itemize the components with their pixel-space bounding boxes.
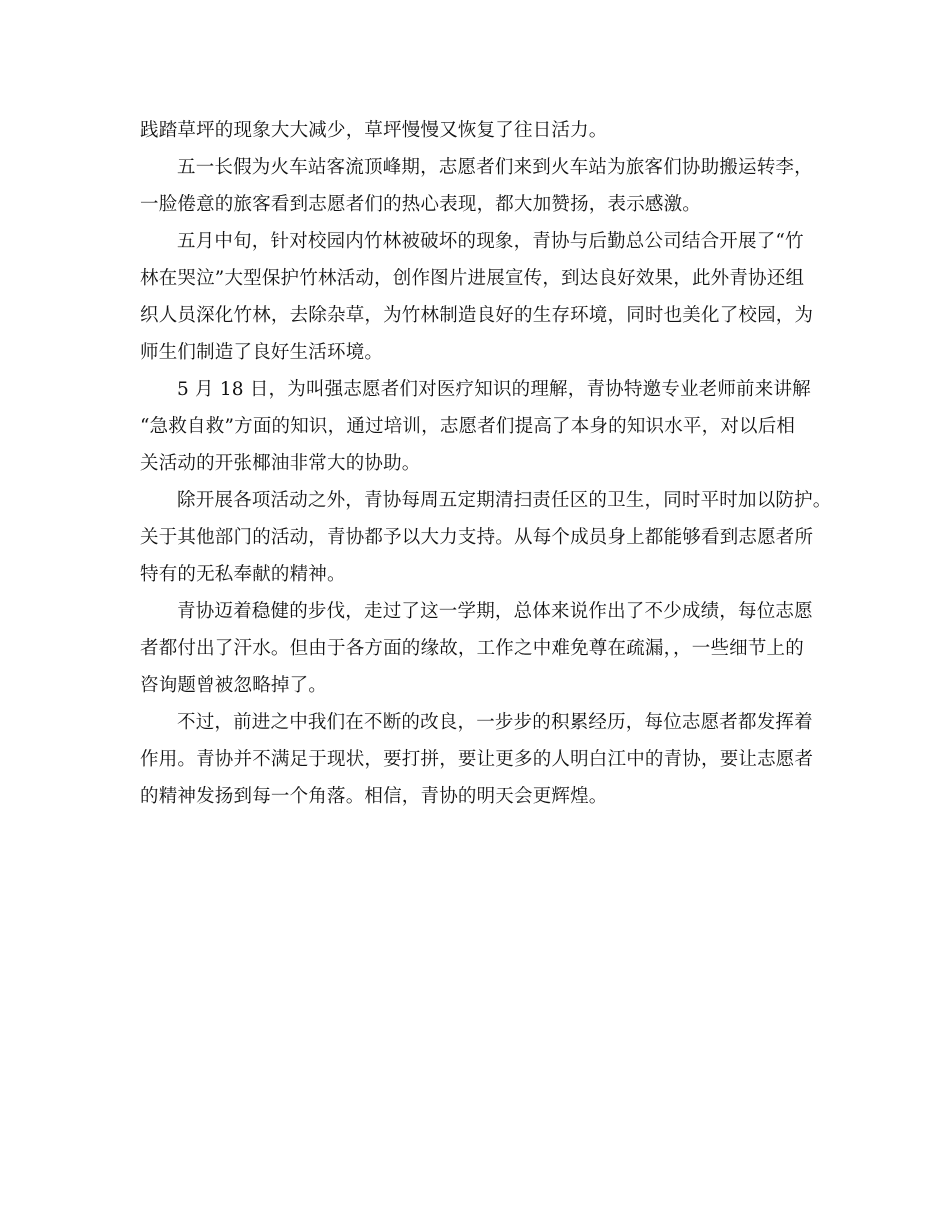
text-line: 5 月 18 日，为叫强志愿者们对医疗知识的理解，青协特邀专业老师前来讲解 [177, 379, 811, 400]
paragraph [140, 593, 820, 704]
text-line: 咨询题曾被忽略掉了。 [140, 675, 328, 696]
text-line: 五月中旬，针对校园内竹林被破坏的现象，青协与后勤总公司结合开展了“竹 [177, 231, 804, 252]
text-line: 作用。青协并不满足于现状，要打拼，要让更多的人明白江中的青协，要让志愿者 [140, 749, 814, 770]
paragraph [140, 704, 820, 815]
text-line: 特有的无私奉献的精神。 [140, 564, 346, 585]
text-line: 一脸倦意的旅客看到志愿者们的热心表现，都大加赞扬，表示感激。 [140, 194, 702, 215]
paragraph [140, 371, 820, 482]
text-line: 的精神发扬到每一个角落。相信，青协的明天会更辉煌。 [140, 786, 608, 807]
text-line: 不过，前进之中我们在不断的改良，一步步的积累经历，每位志愿者都发挥着 [177, 712, 813, 733]
text-line: “急救自救”方面的知识，通过培训，志愿者们提高了本身的知识水平，对以后相 [140, 416, 796, 437]
text-line: 关于其他部门的活动，青协都予以大力支持。从每个成员身上都能够看到志愿者所 [140, 527, 814, 548]
text-line: 林在哭泣”大型保护竹林活动，创作图片进展宣传，到达良好效果，此外青协还组 [140, 268, 805, 289]
document-body [140, 112, 832, 815]
paragraph [140, 482, 832, 593]
text-line: 践踏草坪的现象大大减少，草坪慢慢又恢复了往日活力。 [140, 120, 608, 141]
text-line: 织人员深化竹林，去除杂草，为竹林制造良好的生存环境，同时也美化了校园，为 [140, 305, 814, 326]
text-line: 关活动的开张椰油非常大的协助。 [140, 453, 421, 474]
text-line: 者都付出了汗水。但由于各方面的缘故，工作之中难免尊在疏漏，，一些细节上的 [140, 638, 804, 659]
text-line: 青协迈着稳健的步伐，走过了这一学期，总体来说作出了不少成绩，每位志愿 [177, 601, 813, 622]
text-line: 五一长假为火车站客流顶峰期，志愿者们来到火车站为旅客们协助搬运转李， [177, 157, 813, 178]
paragraph [140, 223, 820, 371]
text-line: 师生们制造了良好生活环境。 [140, 342, 384, 363]
paragraph [140, 112, 820, 149]
text-line: 除开展各项活动之外，青协每周五定期清扫责任区的卫生，同时平时加以防护。 [177, 490, 832, 511]
paragraph [140, 149, 820, 223]
